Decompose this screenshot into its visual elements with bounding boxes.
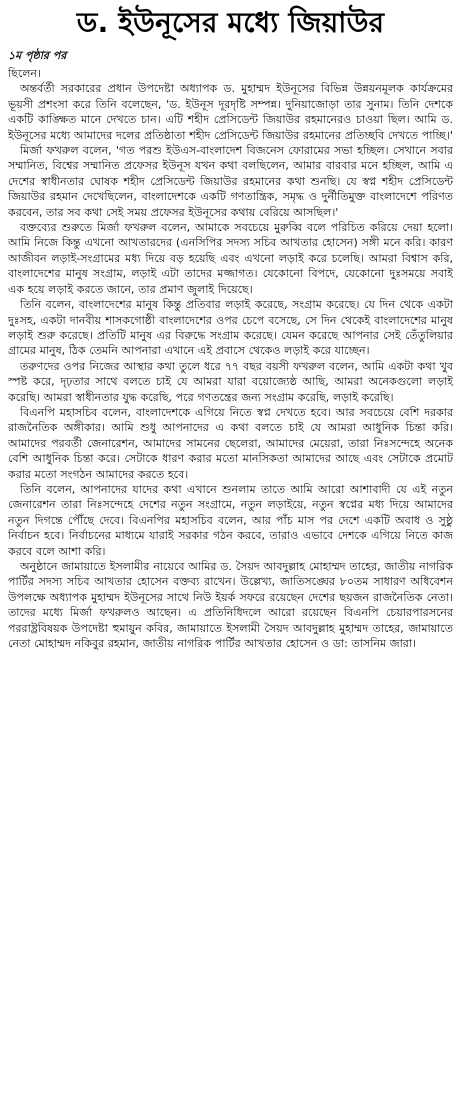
article-body [8, 66, 453, 651]
paragraph-5: তরুণদের ওপর নিজের আস্থার কথা তুলে ধরে ৭৭ বছর বয়সী ফখরুল বলেন, আমি একটা কথা খুব স্পষ্ট করে, দৃঢ়তার সাথে বলতে চাই যে আমরা যারা বয়োজ্যেষ্ঠ আছি, আমরা অনেকগুলো লড়াই করেছি। আমরা স্বাধীনতার যুদ্ধ করেছি, পরে গণতন্ত্রের জন্য সংগ্রাম করেছি, লড়াই করেছি। [8, 359, 453, 404]
paragraph-6: বিএনপি মহাসচিব বলেন, বাংলাদেশকে এগিয়ে নিতে স্বপ্ন দেখতে হবে। আর সবচেয়ে বেশি দরকার রাজনৈতিক অঙ্গীকার। আমি শুধু আপনাদের এ কথা বলতে চাই যে আমরা আধুনিক চিন্তা করি। আমাদের পরবর্তী জেনারেশন, আমাদের সামনের ছেলেরা, আমাদের মেয়েরা, তারা নিঃসন্দেহে অনেক বেশি আধুনিক চিন্তা করে। সেটাকে ধারণ করার মতো মানসিকতা আমাদের আছে এবং সেটাকে প্রমোট করার মতো সংগঠন আমাদের করতে হবে। [8, 405, 453, 481]
paragraph-2: মির্জা ফখরুল বলেন, 'গত পরশু ইউএস-বাংলাদেশ বিজনেস ফোরামের সভা হচ্ছিল। সেখানে সবার সম্মানিত, বিশ্বের সম্মানিত প্রফেসর ইউনূস যখন কথা বলছিলেন, আমার বারবার মনে হচ্ছিল, আমি এ দেশের স্বাধীনতার ঘোষক শহীদ প্রেসিডেন্ট জিয়াউর রহমানের কথা শুনছি। যে স্বপ্ন শহীদ প্রেসিডেন্ট জিয়াউর রহমান দেখেছিলেন, বাংলাদেশকে একটি গণতান্ত্রিক, সমৃদ্ধ ও দুর্নীতিমুক্ত বাংলাদেশে পরিণত করবেন, তার সব কথা সেই সময় প্রফেসর ইউনূসের কথায় বেরিয়ে আসছিল।' [8, 144, 453, 219]
article-headline: ড. ইউনূসের মধ্যে জিয়াউর [76, 6, 385, 39]
paragraph-4: তিনি বলেন, বাংলাদেশের মানুষ কিন্তু প্রতিবার লড়াই করেছে, সংগ্রাম করেছে। যে দিন থেকে একটা দুঃসহ, একটা দানবীয় শাসকগোষ্ঠী বাংলাদেশের ওপর চেপে বসেছে, সে দিন থেকেই বাংলাদেশের মানুষ লড়াই শুরু করেছে। প্রতিটি মানুষ এর বিরুদ্ধে সংগ্রাম করেছে। যেমন করেছে আপনার সেই তেঁতুলিয়ার গ্রামের মানুষ, ঠিক তেমনি আপনারা এখানে এই প্রবাসে থেকেও লড়াই করে যাচ্ছেন। [8, 298, 453, 358]
lead-line: ছিলেন। [8, 67, 41, 80]
continuation-label: ১ম পৃষ্ঠার পর [8, 49, 67, 62]
paragraph-8: অনুষ্ঠানে জামায়াতে ইসলামীর নায়েবে আমির ড. সৈয়দ আবদুল্লাহ মোহাম্মদ তাহের, জাতীয় নাগরিক পার্টির সদস্য সচিব আখতার হোসেন বক্তব্য রাখেন। উল্লেখ্য, জাতিসঙ্ঘের ৮০তম সাধারণ অধিবেশন উপলক্ষে অধ্যাপক মুহাম্মদ ইউনূসের সাথে নিউ ইয়র্ক সফরে রয়েছেন দেশের ছয়জন রাজনৈতিক নেতা। তাদের মধ্যে মির্জা ফখরুলও আছেন। এ প্রতিনিধিদলে আরো রয়েছেন বিএনপি চেয়ারপারসনের পররাষ্ট্রবিষয়ক উপদেষ্টা হুমায়ুন কবির, জামায়াতে ইসলামী সৈয়দ আবদুল্লাহ মুহাম্মদ তাহের, জামায়াতে নেতা মোহাম্মদ নকিবুর রহমান, জাতীয় নাগরিক পার্টির আখতার হোসেন ও ডা: তাসনিম জারা। [8, 560, 453, 651]
paragraph-7: তিনি বলেন, আপনাদের যাদের কথা এখানে শুনলাম তাতে আমি আরো আশাবাদী যে এই নতুন জেনারেশন তারা নিঃসন্দেহে দেশের নতুন সংগ্রামে, নতুন লড়াইয়ে, নতুন স্বপ্নের মধ্য দিয়ে আমাদের নতুন দিগন্তে পৌঁছে দেবে। বিএনপির মহাসচিব বলেন, আর পাঁচ মাস পর দেশে একটি অবাধ ও সুষ্ঠু নির্বাচন হবে। নির্বাচনের মাধ্যমে যারাই সরকার গঠন করবে, তারাও এভাবে দেশকে এগিয়ে নিতে কাজ করবে বলে আশা করি। [8, 482, 453, 558]
paragraph-1: অন্তর্বর্তী সরকারের প্রধান উপদেষ্টা অধ্যাপক ড. মুহাম্মদ ইউনূসের বিভিন্ন উন্নয়নমূলক কার্যক্রমের ভূয়সী প্রশংসা করে তিনি বলেছেন, 'ড. ইউনূস দূরদৃষ্টি সম্পন্ন। দুনিয়াজোড়া তার সুনাম। তিনি দেশকে একটি কাঙ্ক্ষিত মানে দেখতে চান। এটি শহীদ প্রেসিডেন্ট জিয়াউর রহমানেরও চাওয়া ছিল। আমি ড. ইউনূসের মধ্যে আমাদের দলের প্রতিষ্ঠাতা শহীদ প্রেসিডেন্ট জিয়াউর রহমানের প্রতিচ্ছবি দেখতে পাচ্ছি।' [8, 82, 453, 142]
paragraph-3: বক্তব্যের শুরুতে মির্জা ফখরুল বলেন, আমাকে সবচেয়ে মুরুব্বি বলে পরিচিত করিয়ে দেয়া হলো। আমি নিজে কিন্তু এখনো আখতারদের (এনসিপির সদস্য সচিব আখতার হোসেন) সঙ্গী মনে করি। কারণ আজীবন লড়াই-সংগ্রামের মধ্য দিয়ে বড় হয়েছি এবং এখনো লড়াই করে চলেছি। আমরা বিশ্বাস করি, বাংলাদেশের মানুষ সংগ্রাম, লড়াই এটা তাদের মজ্জাগত। যেকোনো বিপদে, যেকোনো দুঃসময়ে সবাই এক হয়ে লড়াই করতে জানে, তার প্রমাণ জুলাই দিয়েছে। [8, 221, 453, 296]
